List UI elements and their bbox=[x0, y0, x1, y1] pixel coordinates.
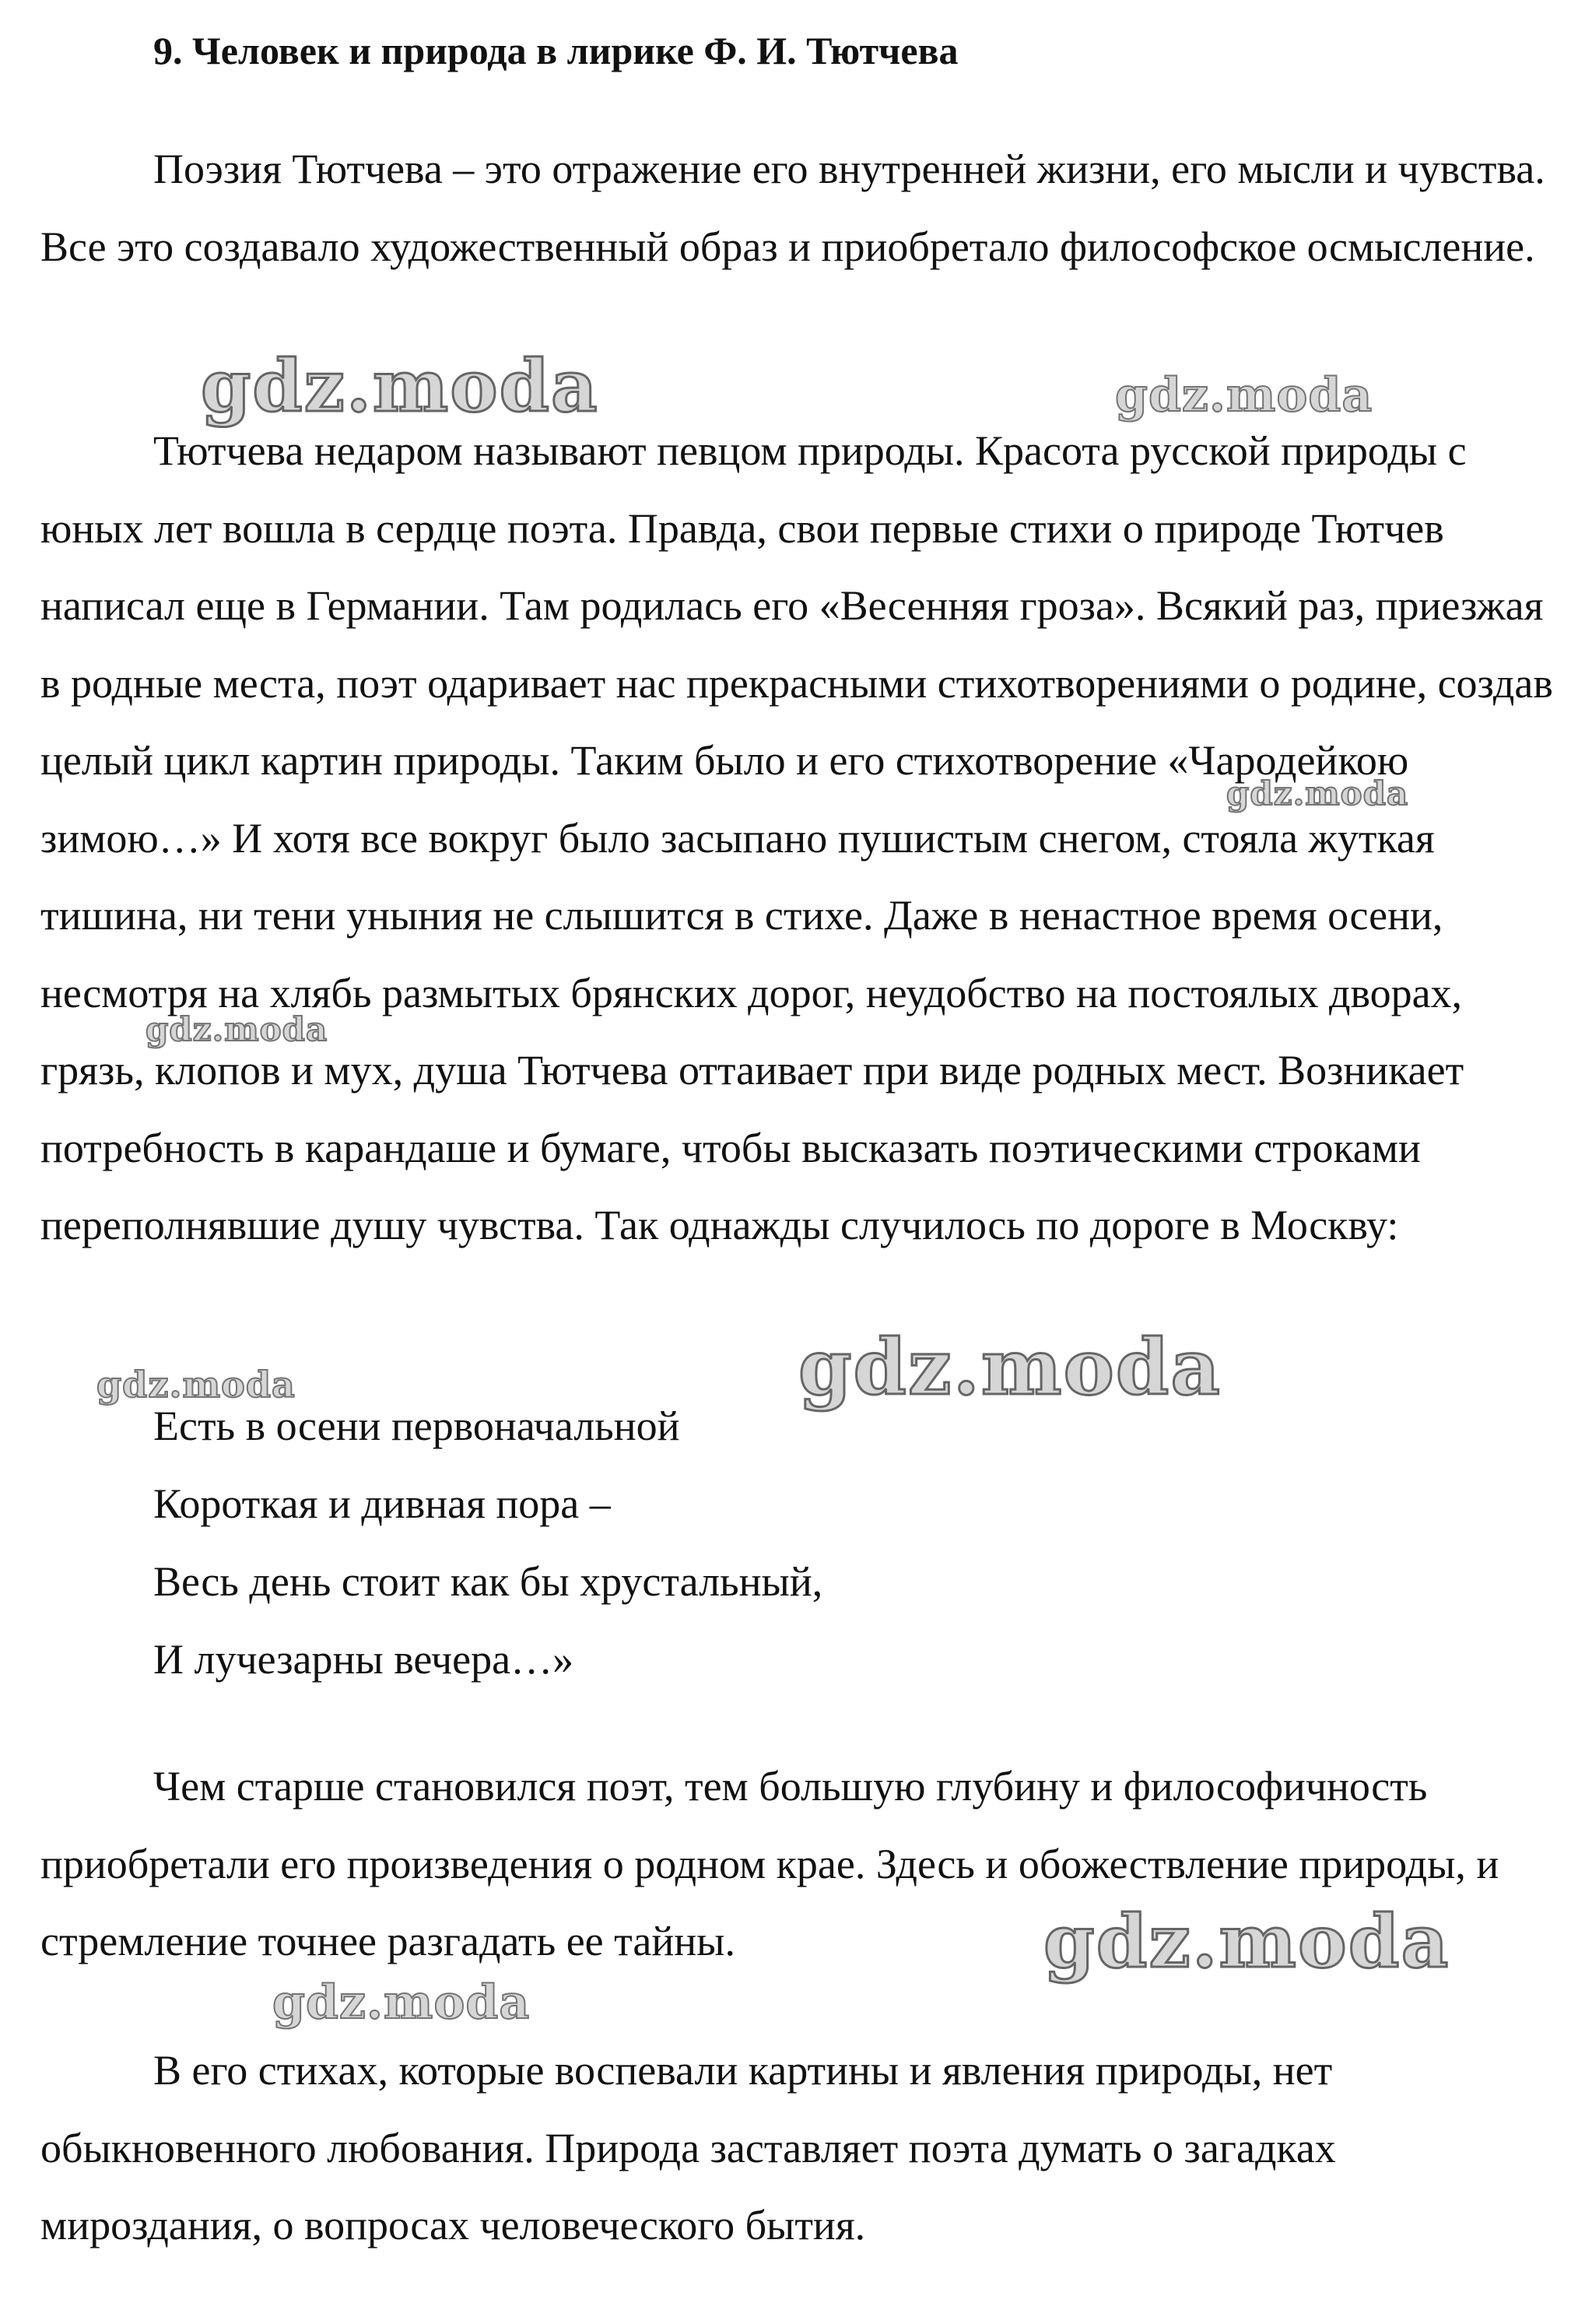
paragraph-nature-singer: Тютчева недаром называют певцом природы. Красота русской природы с юных лет вошла в сердце поэта. Правда, свои первые стихи о природе Тютчев написал еще в Германии. Там родилась его «Весенняя гроза». Всякий раз, приезжая в родные места, поэт одаривает нас прекрасными стихотворениями о родине, создав целый цикл картин природы. Таким было и его стихотворение «Чародейкою зимою…» И хотя все вокруг было засыпано пушистым снегом, стояла жуткая тишина, ни тени уныния не слышится в стихе. Даже в ненастное время осени, несмотря на хлябь размытых брянских дорог, неудобство на постоялых дворах, грязь, клопов и мух, душа Тютчева оттаивает при виде родных мест. Возникает потребность в карандаше и бумаге, чтобы высказать поэтическими строками переполнявшие душу чувства. Так однажды случилось по дороге в Москву: bbox=[40, 427, 1553, 1248]
page-title: 9. Человек и природа в лирике Ф. И. Тютчева bbox=[153, 29, 959, 72]
watermark: gdz.moda bbox=[1043, 1899, 1450, 1985]
watermark: gdz.moda bbox=[272, 1975, 531, 2030]
poem-line: Есть в осени первоначальной bbox=[153, 1402, 680, 1449]
poem-line: И лучезарны вечера…» bbox=[153, 1636, 574, 1683]
poem-line: Короткая и дивная пора – bbox=[153, 1480, 611, 1527]
watermark: gdz.moda bbox=[1226, 774, 1409, 813]
watermark: gdz.moda bbox=[1115, 368, 1373, 423]
poem-line: Весь день стоит как бы хрустальный, bbox=[153, 1558, 823, 1605]
poem-quote bbox=[153, 1387, 822, 1698]
watermark: gdz.moda bbox=[96, 1364, 296, 1406]
paragraph-older-poet: Чем старше становился поэт, тем большую глубину и философичность приобретали его произведения о родном крае. Здесь и обожествление природы, и стремление точнее разгадать ее тайны. bbox=[40, 1763, 1499, 1964]
paragraph-intro: Поэзия Тютчева – это отражение его внутренней жизни, его мысли и чувства. Все это создавало художественный образ и приобретало философское осмысление. bbox=[40, 146, 1545, 270]
watermark: gdz.moda bbox=[201, 344, 599, 428]
watermark: gdz.moda bbox=[146, 1010, 328, 1048]
watermark: gdz.moda bbox=[798, 1323, 1222, 1413]
paragraph-mysteries: В его стихах, которые воспевали картины и явления природы, нет обыкновенного любования. Природа заставляет поэта думать о загадках мироздания, о вопросах человеческого бытия. bbox=[40, 2047, 1336, 2249]
